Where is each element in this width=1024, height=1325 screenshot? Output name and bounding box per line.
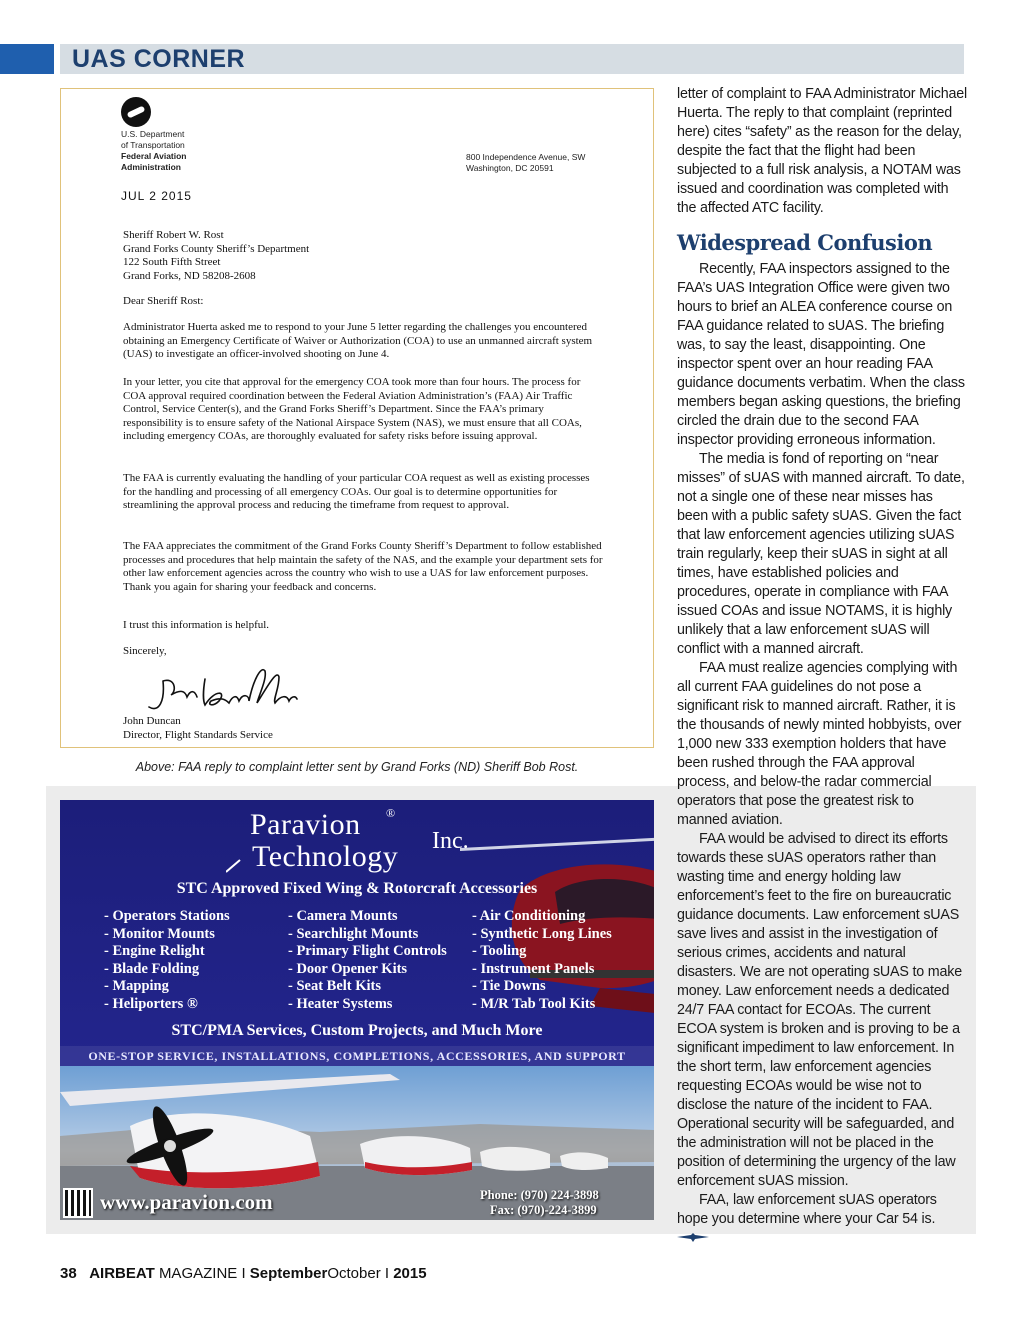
product-item: - Operators Stations xyxy=(104,908,230,924)
section-title: UAS CORNER xyxy=(72,45,246,73)
product-item: - Tooling xyxy=(472,943,527,959)
article-paragraph: FAA would be advised to direct its efforts towards these sUAS operators rather than wasting time and energy holding law enforcement’s feet to the fire on bureaucratic guidance documents. Law enforcement sUAS save lives and assist in the investigation of serious crimes, accidents and natural disasters. We are not operating sUAS to make money. Law enforcement needs a dedicated 24/7 FAA contact for ECOAs. The current ECOA system is broken and is proving to be a significant impediment to law enforcement. In the short term, law enforcement agencies requesting ECOAs would be wise not to disclose the nature of the incident to FAA. Operational security will be safeguarded, and the administration will not be placed in the position of determining the urgency of the law enforcement sUAS mission. xyxy=(677,831,962,1189)
image-caption: Above: FAA reply to complaint letter sent by Grand Forks (ND) Sheriff Bob Rost. xyxy=(135,760,579,774)
agency-line: U.S. Department xyxy=(121,129,185,139)
issue-month: October xyxy=(327,1265,381,1282)
article-column xyxy=(677,85,967,1248)
issue-month-bold: September xyxy=(249,1265,328,1282)
letter-address xyxy=(466,152,585,174)
article-closing-text: FAA, law enforcement sUAS operators hope you determine where your Car 54 is. xyxy=(677,1192,937,1227)
product-item: - Seat Belt Kits xyxy=(288,978,382,994)
brand-name-line2: Technology xyxy=(252,840,399,873)
ad-tagline: STC Approved Fixed Wing & Rotorcraft Accessories xyxy=(176,880,538,897)
article-paragraph: Recently, FAA inspectors assigned to the FAA’s UAS Integration Office were given two hours to brief an ALEA conference course on FAA guidance related to sUAS. The briefing was, to say the least, disappointing. One inspector spent over an hour reading FAA guidance documents verbatim. When the class members began asking questions, the briefing circled the drain due to the second FAA inspector providing erroneous information. xyxy=(677,261,965,448)
product-item: - Mapping xyxy=(104,978,169,994)
page-footer xyxy=(60,1265,427,1282)
recipient-line: 122 South Fifth Street xyxy=(123,256,221,268)
product-item: - Air Conditioning xyxy=(472,908,586,924)
footer-separator: I xyxy=(241,1265,246,1282)
product-item: - Heater Systems xyxy=(288,995,393,1012)
agency-line: of Transportation xyxy=(121,140,185,150)
signer-name: John Duncan xyxy=(123,715,181,727)
brand-registered-mark: ® xyxy=(386,806,396,820)
recipient-line: Grand Forks, ND 58208-2608 xyxy=(123,269,256,282)
agency-line: Federal Aviation xyxy=(121,151,187,161)
section-header-band xyxy=(60,44,964,74)
page-number: 38 xyxy=(60,1265,77,1282)
product-item: - Instrument Panels xyxy=(472,960,595,977)
ad-fax: Fax: (970)-224-3899 xyxy=(490,1203,597,1217)
article-paragraph xyxy=(677,1191,967,1248)
product-item: - Door Opener Kits xyxy=(288,960,408,977)
product-item: - Camera Mounts xyxy=(288,908,398,924)
qr-code-icon[interactable] xyxy=(63,1188,93,1218)
article-paragraph: The media is fond of reporting on “near misses” of sUAS with manned aircraft. To date, not a single one of these near misses has been with a public safety sUAS. Given the fact that law enforcement agencies utilizing sUAS train regularly, keep their sUAS in sight at all times, have established policies and procedures, operate in compliance with FAA issued COAs and issue NOTAMS, it is highly unlikely that a law enforcement sUAS will conflict with a manned aircraft. xyxy=(677,451,965,657)
product-item: - Blade Folding xyxy=(104,960,200,977)
issue-year: 2015 xyxy=(393,1265,427,1282)
product-item: - Primary Flight Controls xyxy=(288,943,447,959)
letter-paragraph: The FAA appreciates the commitment of the Grand Forks County Sheriff’s Department to follow established processes and procedures that help maintain the safety of the NAS, and the example your department sets for other law enforcement agencies across the country who wish to use a UAS for law enforcement purposes. Thank you again for sharing your feedback and concerns. xyxy=(123,540,603,593)
letter-agency xyxy=(121,129,187,173)
ad-product-list-2 xyxy=(288,908,447,1013)
letter-paragraph: Administrator Huerta asked me to respond to your June 5 letter regarding the challenges you encountered obtaining an Emergency Certificate of Waiver or Authorization (COA) to use an unmanned aircraft system (UAS) to investigate an officer-involved shooting on June 4. xyxy=(123,321,593,360)
product-item: - Synthetic Long Lines xyxy=(472,925,612,942)
product-item: - M/R Tab Tool Kits xyxy=(472,995,596,1012)
faa-letter xyxy=(60,88,654,748)
product-item: - Searchlight Mounts xyxy=(288,925,419,942)
article-paragraph: FAA must realize agencies complying with all current FAA guidelines do not pose a significant risk to manned aircraft. Rather, it is the thousands of newly minted hobbyists, over 1,000 new 333 exemption holders that have been rushed through the FAA approval process, and below-the radar commercial operators that pose the greatest risk to manned aviation. xyxy=(677,660,962,828)
article-paragraph: letter of complaint to FAA Administrator Michael Huerta. The reply to that complaint (reprinted here) cites “safety” as the reason for the delay, despite the fact that the flight had been subjected to a full risk analysis, a NOTAM was issued and coordination was completed with the affected ATC facility. xyxy=(677,86,967,216)
ad-services-line: STC/PMA Services, Custom Projects, and Much More xyxy=(171,1022,543,1039)
product-item: - Engine Relight xyxy=(104,943,205,959)
agency-line: Administration xyxy=(121,162,181,172)
signer-title: Director, Flight Standards Service xyxy=(123,729,273,741)
letter-paragraph: I trust this information is helpful. xyxy=(123,619,270,631)
recipient-line: Sheriff Robert W. Rost xyxy=(123,229,224,241)
ad-product-list-1 xyxy=(104,908,230,1013)
magazine-name: MAGAZINE xyxy=(158,1265,238,1282)
product-item: - Heliporters ® xyxy=(104,995,198,1012)
letter-salutation: Dear Sheriff Rost: xyxy=(123,295,204,307)
ad-website-link[interactable]: www.paravion.com xyxy=(100,1190,273,1214)
address-line: 800 Independence Avenue, SW xyxy=(466,152,586,162)
address-line: Washington, DC 20591 xyxy=(466,163,554,173)
ad-product-list-3 xyxy=(472,908,612,1013)
brand-name-line1: Paravion xyxy=(250,808,361,841)
letter-closing: Sincerely, xyxy=(123,645,167,657)
brand-inc: Inc. xyxy=(432,828,469,854)
signature-image xyxy=(145,661,305,721)
header-accent-bar xyxy=(0,44,54,74)
product-item: - Monitor Mounts xyxy=(104,925,215,942)
section-heading: Widespread Confusion xyxy=(677,230,933,255)
ad-service-banner: ONE-STOP SERVICE, INSTALLATIONS, COMPLETIONS, ACCESSORIES, AND SUPPORT xyxy=(60,1046,654,1066)
dot-logo-icon xyxy=(121,97,151,127)
end-mark-icon xyxy=(677,1233,709,1243)
letter-paragraph: In your letter, you cite that approval for the emergency COA took more than four hours. The process for COA approval required coordination between the Federal Aviation Administration’s (FAA) Air Traffic Control, Service Center(s), and the Grand Forks Sheriff’s Department. Since the FAA’s primary responsibility is to ensure safety of the National Airspace System (NAS), we must ensure that all COAs, including emergency COAs, are thoroughly evaluated for safety risks before issuing approval. xyxy=(123,376,582,442)
letter-paragraph: The FAA is currently evaluating the handling of your particular COA request as well as existing processes for the handling and processing of all emergency COAs. Our goal is to determine opportunities for streamlining the approval process and reducing the timeframe from request to approval. xyxy=(123,472,590,511)
letter-date: JUL 2 2015 xyxy=(121,189,192,203)
paravion-advertisement[interactable] xyxy=(60,800,654,1220)
magazine-name-bold: AIRBEAT xyxy=(89,1265,155,1282)
ad-phone: Phone: (970) 224-3898 xyxy=(480,1188,599,1202)
footer-separator: I xyxy=(384,1265,390,1282)
recipient-line: Grand Forks County Sheriff’s Department xyxy=(123,242,310,255)
product-item: - Tie Downs xyxy=(472,978,546,994)
